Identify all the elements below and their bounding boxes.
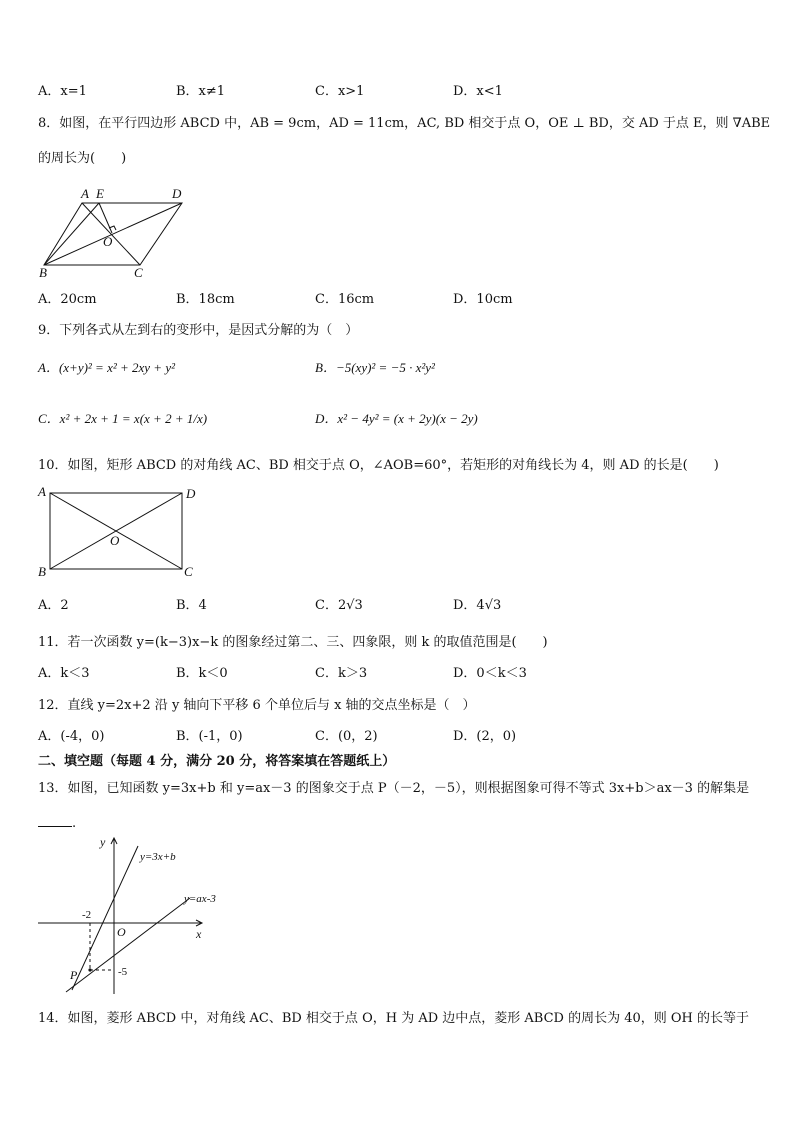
q14-stem: 14．如图，菱形 ABCD 中，对角线 AC、BD 相交于点 O，H 为 AD 边中点，菱形 ABCD 的周长为 40，则 OH 的长等于	[38, 1011, 750, 1026]
q10-option-c: C．2√3	[315, 598, 363, 613]
q12-option-b: B．(-1，0)	[176, 729, 243, 744]
q10-label-a: A	[38, 484, 46, 499]
q13-stem-end: .	[72, 816, 77, 831]
q7-option-c: C．x>1	[315, 84, 365, 99]
q13-answer-blank[interactable]	[38, 814, 72, 827]
q13-point-p-label: P	[70, 968, 78, 982]
q9-option-c: C．x² + 2x + 1 = x(x + 2 + 1/x)	[38, 411, 208, 426]
q13-stem-line1: 13．如图，已知函数 y=3x+b 和 y=ax－3 的图象交于点 P（－2，－5），则根据图象可得不等式 3x+b＞ax－3 的解集是	[38, 781, 750, 796]
q12-option-d: D．(2，0)	[453, 729, 517, 744]
q10-option-d: D．4√3	[453, 598, 502, 613]
q7-option-a: A．x=1	[38, 84, 87, 99]
q11-option-a: A．k＜3	[38, 666, 90, 681]
q12-option-a: A．(-4，0)	[38, 729, 105, 744]
q13-line2-label: y=ax-3	[184, 893, 216, 905]
q8-label-a: A	[81, 186, 89, 201]
q12-stem: 12．直线 y=2x+2 沿 y 轴向下平移 6 个单位后与 x 轴的交点坐标是（ ）	[38, 698, 476, 713]
q10-label-d: D	[186, 486, 196, 501]
q10-label-o: O	[110, 533, 120, 548]
q7-option-d: D．x<1	[453, 84, 503, 99]
q10-rectangle-figure	[34, 483, 204, 581]
q8-option-c: C．16cm	[315, 292, 375, 307]
q8-label-b: B	[39, 265, 47, 280]
q11-option-b: B．k＜0	[176, 666, 228, 681]
q8-parallelogram-figure	[36, 183, 196, 281]
q10-label-b: B	[38, 564, 46, 579]
q11-option-d: D．0＜k＜3	[453, 666, 527, 681]
q13-y-axis-label: y	[100, 835, 106, 849]
q9-option-b: B．−5(xy)² = −5 · x²y²	[315, 360, 435, 375]
q8-label-c: C	[134, 265, 143, 280]
q13-stem-line2	[38, 814, 76, 832]
q11-stem: 11．若一次函数 y=(k−3)x−k 的图象经过第二、三、四象限，则 k 的取值范围是( )	[38, 635, 548, 650]
q8-label-e: E	[96, 186, 104, 201]
q7-option-b: B．x≠1	[176, 84, 226, 99]
q13-y-tick-label: -5	[118, 966, 128, 978]
q8-stem-line2: 的周长为( )	[38, 151, 127, 166]
q10-stem: 10．如图，矩形 ABCD 的对角线 AC、BD 相交于点 O，∠AOB=60°，若矩形的对角线长为 4，则 AD 的长是( )	[38, 458, 719, 473]
q12-option-c: C．(0，2)	[315, 729, 378, 744]
q8-option-a: A．20cm	[38, 292, 97, 307]
q10-option-a: A．2	[38, 598, 69, 613]
q9-option-a: A．(x+y)² = x² + 2xy + y²	[38, 360, 176, 375]
q9-option-d: D．x² − 4y² = (x + 2y)(x − 2y)	[315, 411, 478, 426]
q11-option-c: C．k＞3	[315, 666, 368, 681]
q8-label-o: O	[103, 234, 113, 249]
q13-x-axis-label: x	[196, 927, 202, 941]
q8-stem-line1: 8．如图，在平行四边形 ABCD 中，AB = 9cm，AD = 11cm，AC, BD 相交于点 O，OE ⊥ BD，交 AD 于点 E，则 ∇ABE	[38, 116, 771, 131]
q10-label-c: C	[184, 564, 193, 579]
q8-option-b: B．18cm	[176, 292, 235, 307]
q9-stem: 9．下列各式从左到右的变形中，是因式分解的为（ ）	[38, 323, 359, 338]
q8-option-d: D．10cm	[453, 292, 513, 307]
q13-line1-label: y=3x+b	[140, 851, 176, 863]
q13-graph-figure	[34, 832, 244, 1000]
section2-heading: 二、填空题（每题 4 分，满分 20 分，将答案填在答题纸上）	[38, 754, 396, 769]
q8-label-d: D	[172, 186, 182, 201]
q10-option-b: B．4	[176, 598, 207, 613]
q13-x-tick-label: -2	[82, 909, 92, 921]
q13-origin-label: O	[117, 925, 126, 939]
